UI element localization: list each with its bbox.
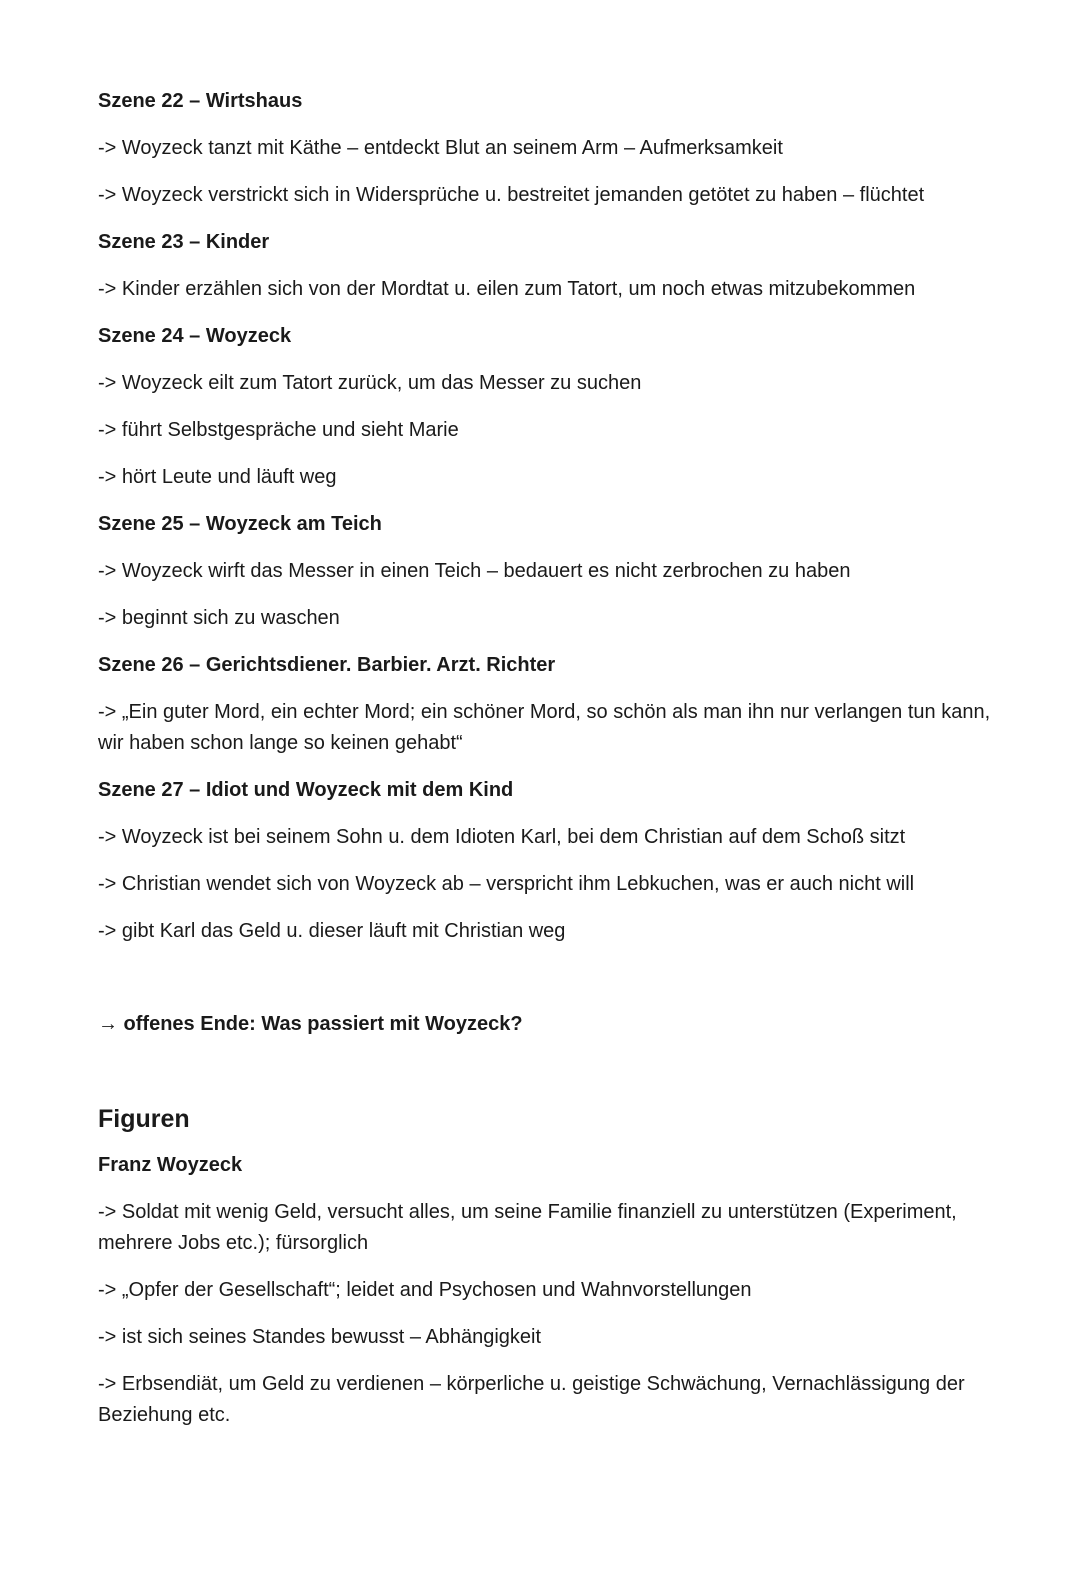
- scene-22: [98, 86, 998, 211]
- scene-line: -> Woyzeck eilt zum Tatort zurück, um das Messer zu suchen: [98, 372, 642, 394]
- scene-24: [98, 321, 998, 493]
- scene-line: -> hört Leute und läuft weg: [98, 466, 337, 488]
- figures-section-title: Figuren: [98, 1105, 190, 1133]
- scene-heading: Szene 24 – Woyzeck: [98, 325, 292, 347]
- character-line: -> ist sich seines Standes bewusst – Abhängigkeit: [98, 1326, 542, 1348]
- scene-heading: Szene 27 – Idiot und Woyzeck mit dem Kind: [98, 779, 514, 801]
- scene-line: -> Christian wendet sich von Woyzeck ab – verspricht ihm Lebkuchen, was er auch nicht will: [98, 873, 915, 895]
- character-line: -> „Opfer der Gesellschaft“; leidet and Psychosen und Wahnvorstellungen: [98, 1279, 752, 1301]
- scene-23: [98, 227, 998, 305]
- scene-quote: -> „Ein guter Mord, ein echter Mord; ein schöner Mord, so schön als man ihn nur verlangen tun kann, wir haben schon lange so keinen gehabt“: [98, 701, 991, 754]
- scene-heading: Szene 26 – Gerichtsdiener. Barbier. Arzt. Richter: [98, 654, 556, 676]
- scene-heading: Szene 22 – Wirtshaus: [98, 90, 303, 112]
- scene-27: [98, 775, 998, 947]
- scene-line: -> gibt Karl das Geld u. dieser läuft mit Christian weg: [98, 920, 566, 942]
- character-name: Franz Woyzeck: [98, 1154, 243, 1176]
- scene-26: [98, 650, 998, 759]
- document-page: [98, 86, 998, 1447]
- scene-line: -> Woyzeck ist bei seinem Sohn u. dem Idioten Karl, bei dem Christian auf dem Schoß sitzt: [98, 826, 906, 848]
- scene-line: -> Woyzeck verstrickt sich in Widersprüche u. bestreitet jemanden getötet zu haben – flüchtet: [98, 184, 925, 206]
- scene-heading: Szene 23 – Kinder: [98, 231, 270, 253]
- conclusion: → offenes Ende: Was passiert mit Woyzeck?: [98, 1013, 523, 1035]
- scene-line: -> Woyzeck tanzt mit Käthe – entdeckt Blut an seinem Arm – Aufmerksamkeit: [98, 137, 783, 159]
- scene-line: -> Kinder erzählen sich von der Mordtat u. eilen zum Tatort, um noch etwas mitzubekommen: [98, 278, 916, 300]
- spacer: [98, 963, 998, 1009]
- scene-line: -> beginnt sich zu waschen: [98, 607, 340, 629]
- scene-line: -> Woyzeck wirft das Messer in einen Teich – bedauert es nicht zerbrochen zu haben: [98, 560, 851, 582]
- scene-heading: Szene 25 – Woyzeck am Teich: [98, 513, 382, 535]
- character-line: -> Erbsendiät, um Geld zu verdienen – körperliche u. geistige Schwächung, Vernachlässigung der Beziehung etc.: [98, 1373, 965, 1426]
- character-franz-woyzeck: [98, 1150, 998, 1431]
- scene-line: -> führt Selbstgespräche und sieht Marie: [98, 419, 459, 441]
- scene-25: [98, 509, 998, 634]
- character-line: -> Soldat mit wenig Geld, versucht alles, um seine Familie finanziell zu unterstützen (Experiment, mehrere Jobs etc.); fürsorglich: [98, 1201, 957, 1254]
